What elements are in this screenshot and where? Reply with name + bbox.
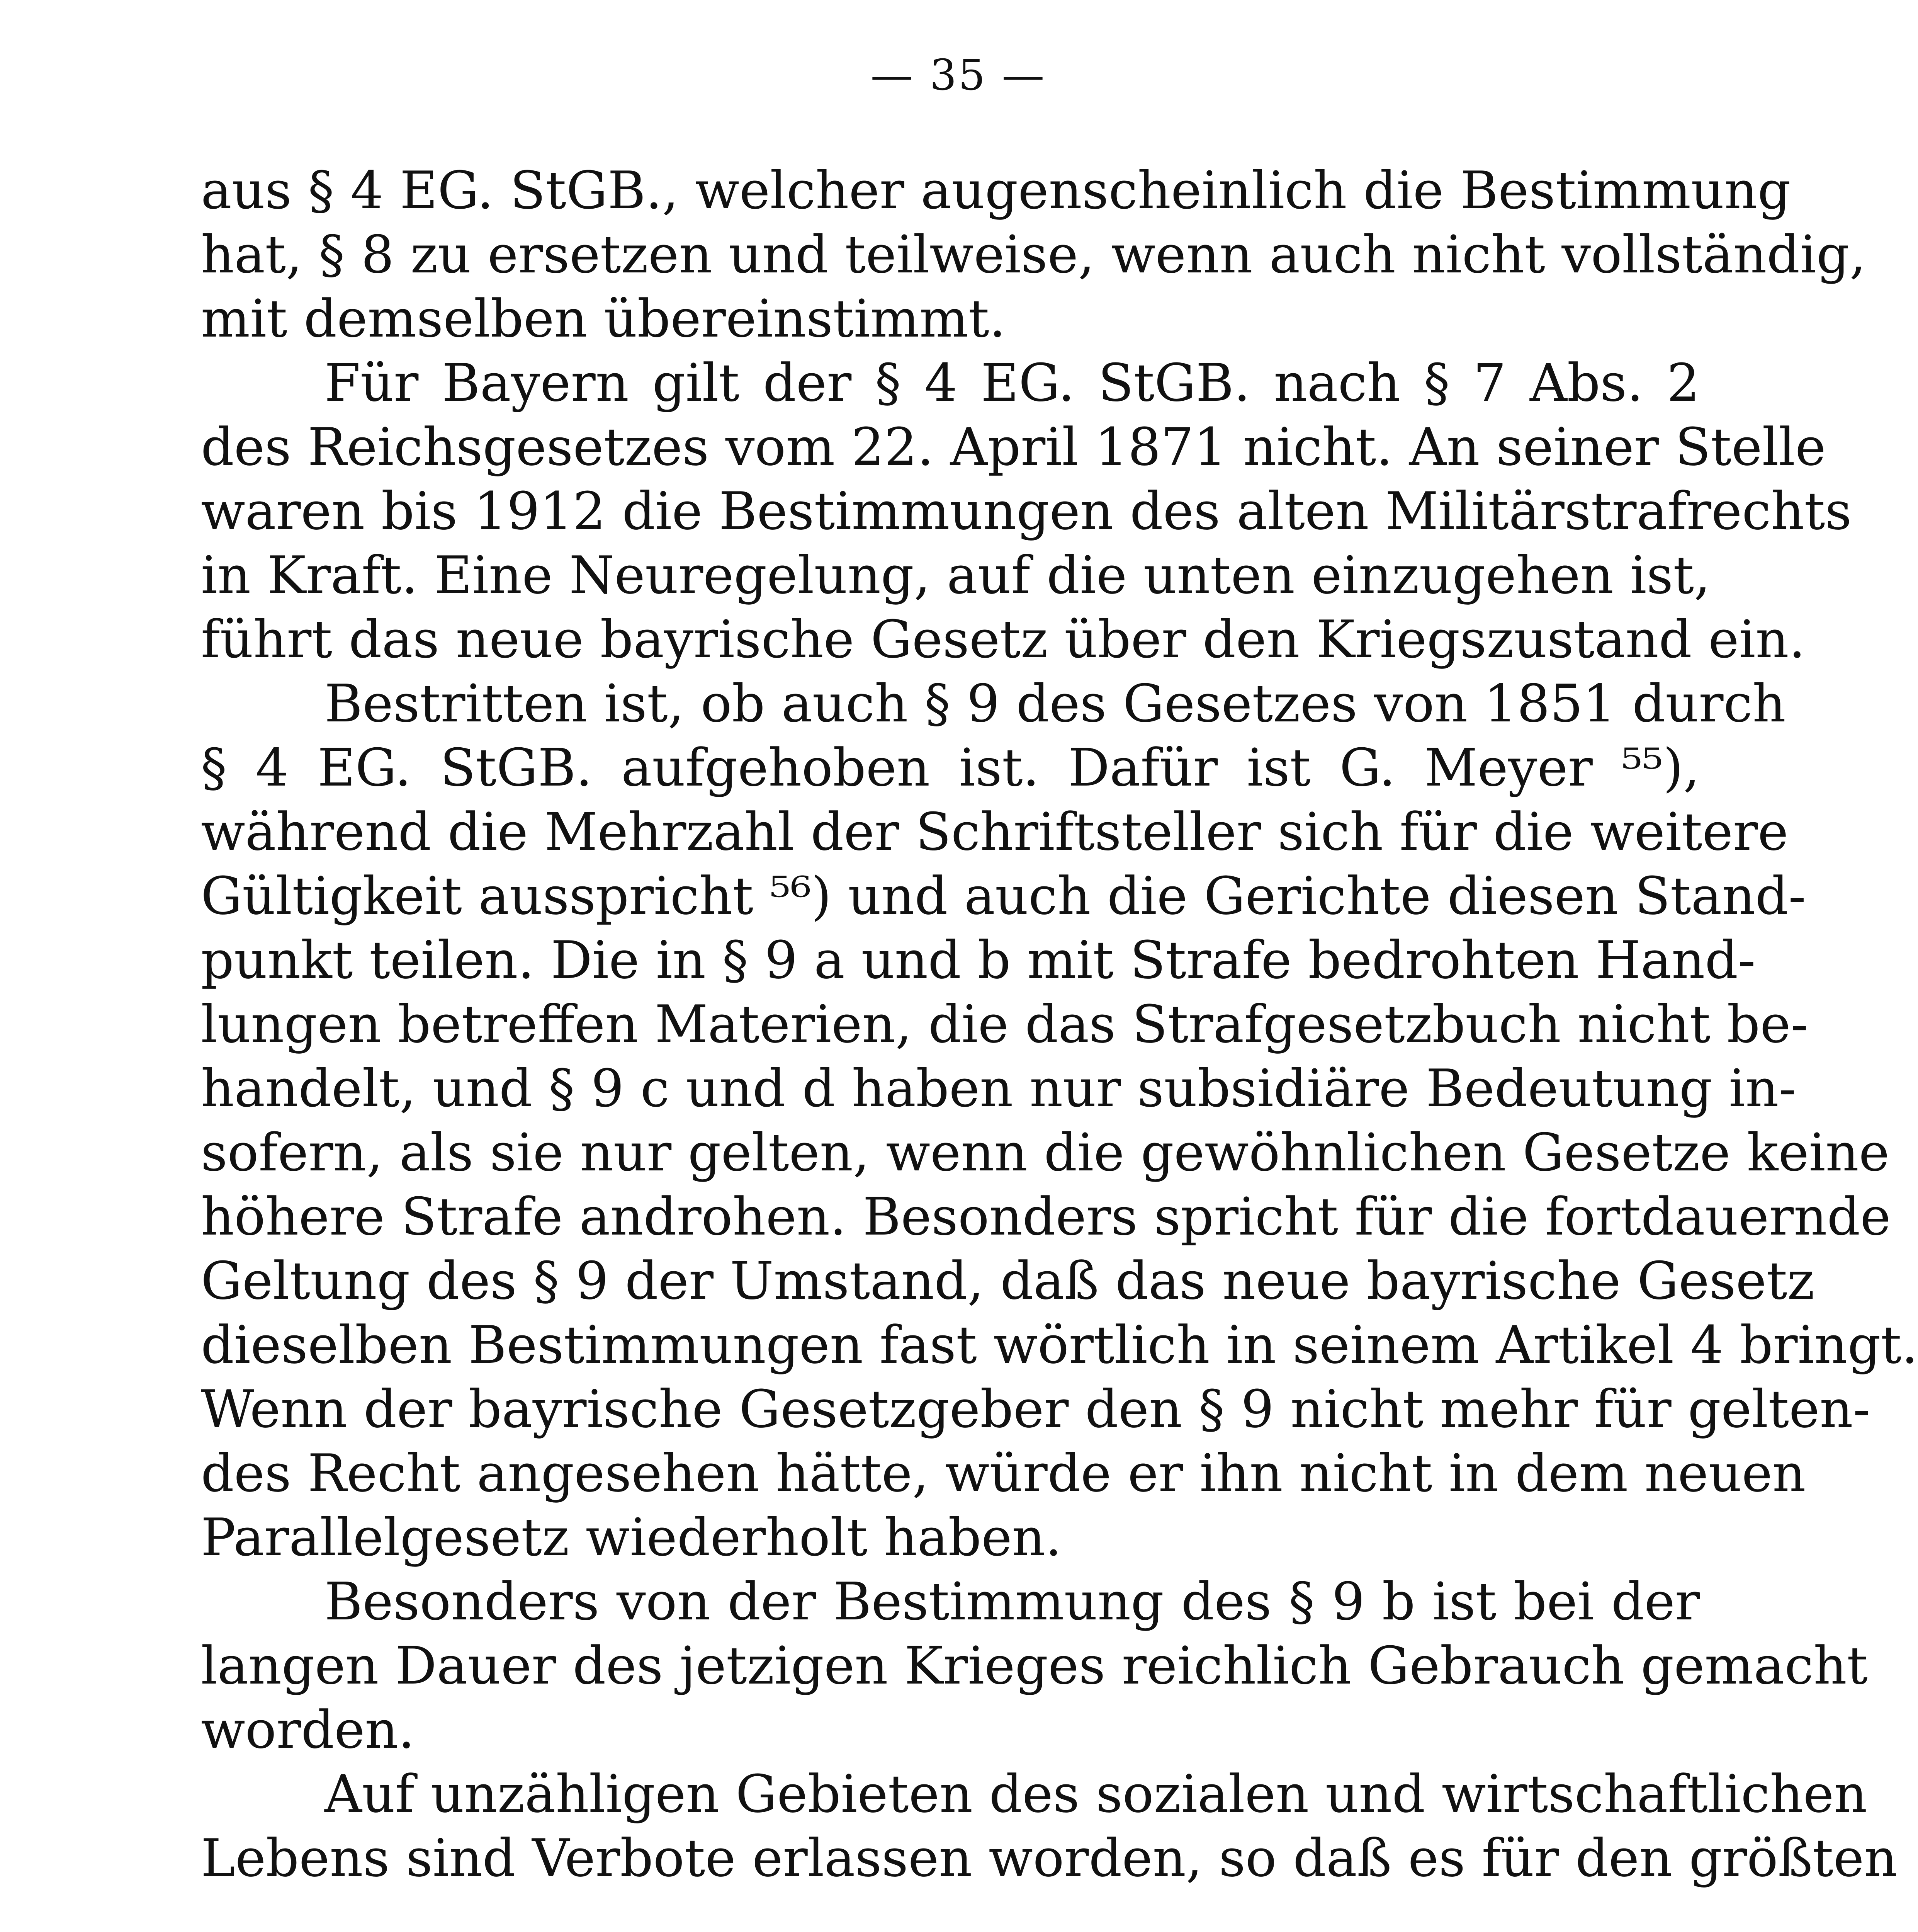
body-line: in Kraft. Eine Neuregelung, auf die unten einzugehen ist, (201, 545, 1711, 605)
body-line: sofern, als sie nur gelten, wenn die gewöhnlichen Gesetze keine (201, 1122, 1890, 1183)
page-number: — 35 — (870, 50, 1046, 100)
body-line: langen Dauer des jetzigen Krieges reichlich Gebrauch gemacht (201, 1636, 1868, 1696)
body-line: mit demselben übereinstimmt. (201, 289, 1006, 349)
body-line: punkt teilen. Die in § 9 a und b mit Strafe bedrohten Hand- (201, 930, 1756, 990)
body-line: hat, § 8 zu ersetzen und teilweise, wenn auch nicht vollständig, (201, 224, 1866, 285)
body-line: Besonders von der Bestimmung des § 9 b ist bei der (324, 1571, 1700, 1632)
body-line: dieselben Bestimmungen fast wörtlich in seinem Artikel 4 bringt. (201, 1315, 1918, 1375)
body-line: waren bis 1912 die Bestimmungen des alten Militärstrafrechts (201, 481, 1852, 541)
body-line: Wenn der bayrische Gesetzgeber den § 9 nicht mehr für gelten- (201, 1379, 1870, 1439)
body-line: des Reichsgesetzes vom 22. April 1871 nicht. An seiner Stelle (201, 417, 1826, 477)
body-line: des Recht angesehen hätte, würde er ihn nicht in dem neuen (201, 1443, 1806, 1503)
body-line: Bestritten ist, ob auch § 9 des Gesetzes von 1851 durch (324, 673, 1786, 734)
body-line: Geltung des § 9 der Umstand, daß das neue bayrische Gesetz (201, 1251, 1815, 1311)
body-line: handelt, und § 9 c und d haben nur subsidiäre Bedeutung in- (201, 1058, 1796, 1119)
body-line: höhere Strafe androhen. Besonders spricht für die fortdauernde (201, 1187, 1891, 1247)
body-line: Gültigkeit ausspricht ⁵⁶) und auch die Gerichte diesen Stand- (201, 866, 1806, 926)
body-line: Parallelgesetz wiederholt haben. (201, 1507, 1062, 1568)
body-line: Auf unzähligen Gebieten des sozialen und wirtschaftlichen (324, 1764, 1867, 1824)
body-line: führt das neue bayrische Gesetz über den Kriegszustand ein. (201, 609, 1806, 670)
body-text (201, 158, 1918, 1932)
body-line: Für Bayern gilt der § 4 EG. StGB. nach § 7 Abs. 2 (324, 353, 1700, 413)
body-line: Lebens sind Verbote erlassen worden, so daß es für den größten (201, 1828, 1898, 1888)
body-line: worden. (201, 1700, 415, 1760)
body-line: § 4 EG. StGB. aufgehoben ist. Dafür ist G. Meyer ⁵⁵), (201, 738, 1700, 798)
body-line: aus § 4 EG. StGB., welcher augenscheinlich die Bestimmung (201, 160, 1791, 221)
body-line: lungen betreffen Materien, die das Strafgesetzbuch nicht be- (201, 994, 1808, 1054)
body-line: während die Mehrzahl der Schriftsteller sich für die weitere (201, 802, 1789, 862)
